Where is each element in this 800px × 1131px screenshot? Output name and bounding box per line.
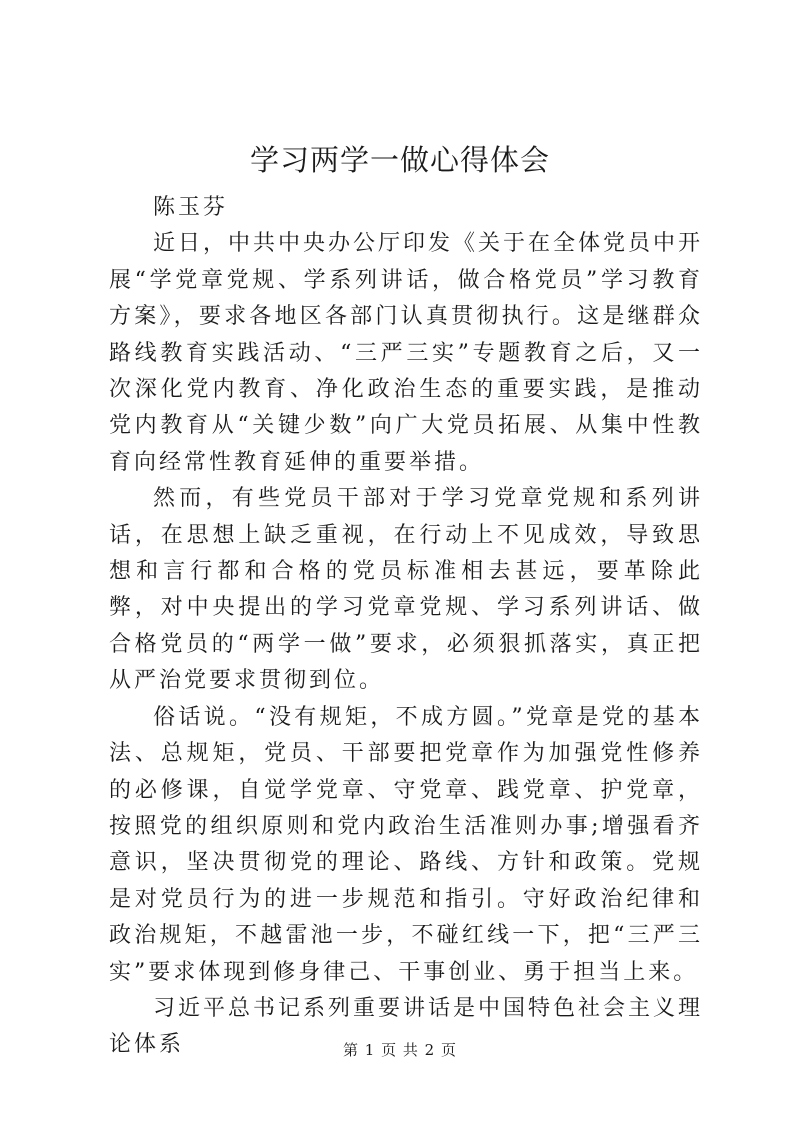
document-title: 学习两学一做心得体会 <box>249 143 550 177</box>
paragraph-3: 俗话说。“没有规矩，不成方圆。”党章是党的基本法、总规矩，党员、干部要把党章作为加强党性修养的必修课，自觉学党章、守党章、践党章、护党章，按照党的组织原则和党内政治生活准则办事;增强看齐意识，坚决贯彻党的理论、路线、方针和政策。党规是对党员行为的进一步规范和指引。守好政治纪律和政治规矩，不越雷池一步，不碰红线一下，把“三严三实”要求体现到修身律己、干事创业、勇于担当上来。 <box>109 704 703 985</box>
paragraph-4: 习近平总书记系列重要讲话是中国特色社会主义理论体系 <box>109 995 704 1058</box>
document-body <box>109 190 703 1064</box>
paragraph-2: 然而，有些党员干部对于学习党章党规和系列讲话，在思想上缺乏重视，在行动上不见成效，导致思想和言行都和合格的党员标准相去甚远，要革除此弊，对中央提出的学习党章党规、学习系列讲话、做合格党员的“两学一做”要求，必须狠抓落实，真正把从严治党要求贯彻到位。 <box>109 486 703 694</box>
page-footer: 第 1 页 共 2 页 <box>343 1041 457 1059</box>
paragraph-1: 近日，中共中央办公厅印发《关于在全体党员中开展“学党章党规、学系列讲话，做合格党员”学习教育方案》，要求各地区各部门认真贯彻执行。这是继群众路线教育实践活动、“三严三实”专题教育之后，又一次深化党内教育、净化政治生态的重要实践，是推动党内教育从“关键少数”向广大党员拓展、从集中性教育向经常性教育延伸的重要举措。 <box>109 231 704 475</box>
author-name: 陈玉芬 <box>153 195 229 220</box>
